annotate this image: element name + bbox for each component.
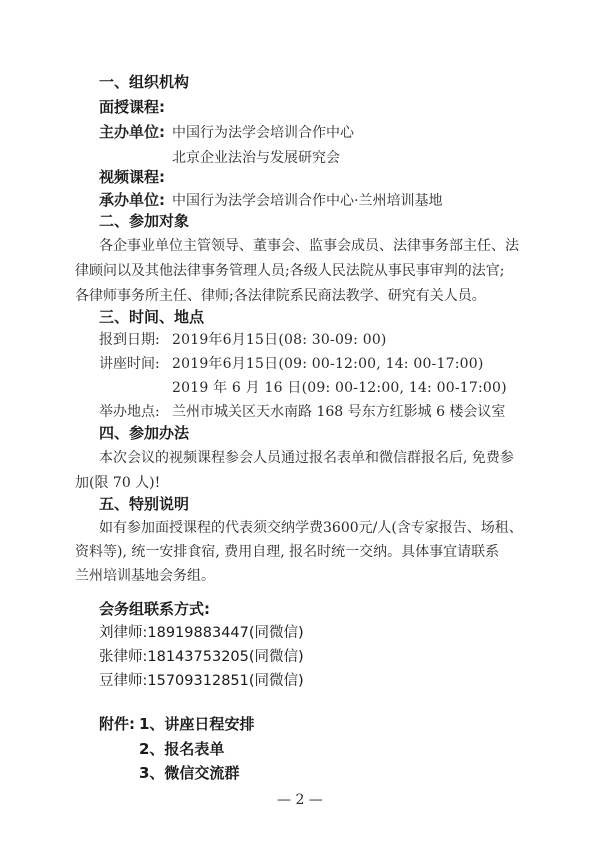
section-title-method: 四、参加办法 bbox=[99, 424, 190, 442]
organizer-label: 承办单位: bbox=[99, 191, 165, 209]
venue-address: 兰州市城关区天水南路 168 号东方红影城 6 楼会议室 bbox=[172, 404, 506, 420]
attachment-registration-form: 2、报名表单 bbox=[139, 740, 225, 758]
section-title-time-place: 三、时间、地点 bbox=[99, 308, 205, 326]
contact-item: 豆律师:15709312851(同微信) bbox=[99, 673, 304, 689]
notes-line-1: 如有参加面授课程的代表须交纳学费3600元/人(含专家报告、场租、 bbox=[99, 520, 523, 536]
contacts-title: 会务组联系方式: bbox=[99, 600, 210, 618]
lecture-time-day-2: 2019 年 6 月 16 日(09: 00-12:00, 14: 00-17:00) bbox=[172, 380, 507, 396]
participants-line-2: 律顾问以及其他法律事务管理人员;各级人民法院从事民事审判的法官; bbox=[75, 263, 505, 279]
attachment-wechat-group: 3、微信交流群 bbox=[139, 764, 240, 782]
attachment-schedule: 1、讲座日程安排 bbox=[139, 715, 255, 733]
host-name-1: 中国行为法学会培训合作中心 bbox=[172, 125, 354, 141]
method-line-2: 加(限 70 人)! bbox=[75, 475, 161, 491]
participants-line-1: 各企事业单位主管领导、董事会、监事会成员、法律事务部主任、法 bbox=[99, 238, 519, 254]
registration-date: 2019年6月15日(08: 30-09: 00) bbox=[172, 332, 387, 348]
organizer-name: 中国行为法学会培训合作中心·兰州培训基地 bbox=[172, 193, 443, 209]
video-course-heading: 视频课程: bbox=[99, 168, 165, 186]
host-label: 主办单位: bbox=[99, 123, 165, 141]
contact-item: 张律师:18143753205(同微信) bbox=[99, 649, 304, 665]
section-title-notes: 五、特别说明 bbox=[99, 495, 190, 513]
registration-label: 报到日期: bbox=[99, 332, 160, 348]
method-line-1: 本次会议的视频课程参会人员通过报名表单和微信群报名后, 免费参 bbox=[99, 450, 514, 466]
host-name-2: 北京企业法治与发展研究会 bbox=[172, 150, 340, 166]
venue-label: 举办地点: bbox=[99, 404, 160, 420]
lecture-label: 讲座时间: bbox=[99, 356, 160, 372]
notes-line-2: 资料等), 统一安排食宿, 费用自理, 报名时统一交纳。具体事宜请联系 bbox=[75, 544, 500, 560]
page-number: — 2 — bbox=[277, 792, 323, 808]
section-title-organization: 一、组织机构 bbox=[99, 73, 190, 91]
face-course-heading: 面授课程: bbox=[99, 98, 165, 116]
contact-item: 刘律师:18919883447(同微信) bbox=[99, 625, 304, 641]
section-title-participants: 二、参加对象 bbox=[99, 212, 190, 230]
participants-line-3: 各律师事务所主任、律师;各法律院系民商法教学、研究有关人员。 bbox=[75, 288, 486, 304]
lecture-time-day-1: 2019年6月15日(09: 00-12:00, 14: 00-17:00) bbox=[172, 356, 484, 372]
attachments-label: 附件: bbox=[99, 715, 135, 733]
notes-line-3: 兰州培训基地会务组。 bbox=[75, 568, 215, 584]
